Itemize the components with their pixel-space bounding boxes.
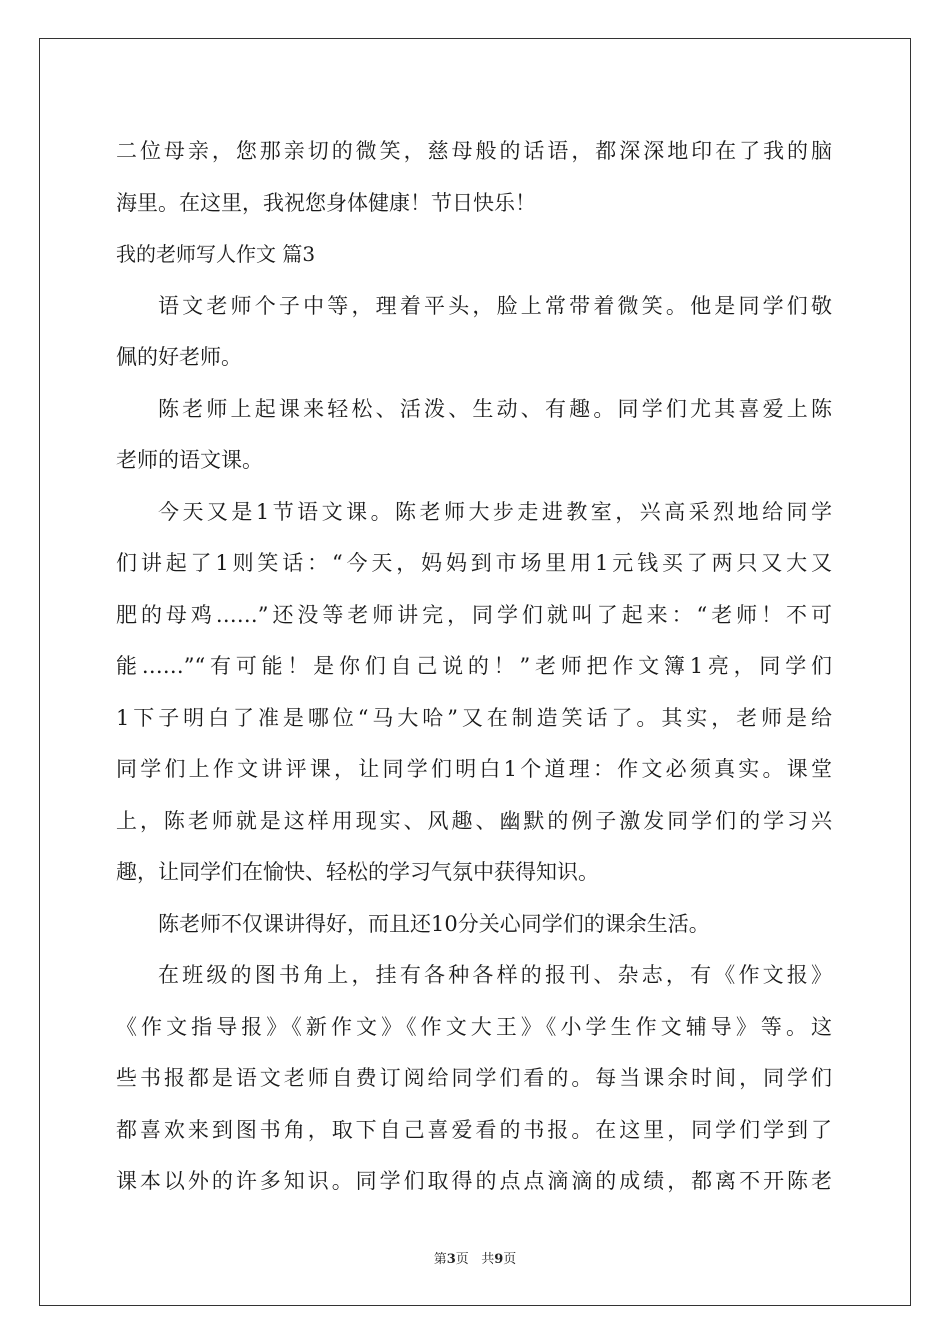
text-line: 1下子明白了准是哪位“马大哈”又在制造笑话了。其实，老师是给 bbox=[116, 705, 832, 730]
total-label-suffix: 页 bbox=[503, 1252, 517, 1267]
text-line: 同学们上作文讲评课，让同学们明白1个道理：作文必须真实。课堂 bbox=[116, 757, 832, 781]
page-footer bbox=[0, 1248, 950, 1267]
document-body bbox=[116, 126, 832, 1208]
text-line: 趣，让同学们在愉快、轻松的学习气氛中获得知识。 bbox=[116, 860, 599, 884]
text-line: 语文老师个子中等，理着平头，脸上常带着微笑。他是同学们敬 bbox=[158, 293, 832, 318]
text-line: 二位母亲，您那亲切的微笑，慈母般的话语，都深深地印在了我的脑 bbox=[116, 139, 832, 163]
text-line: 佩的好老师。 bbox=[116, 345, 242, 369]
page-label-prefix: 第 bbox=[433, 1252, 447, 1267]
current-page-number: 3 bbox=[446, 1252, 456, 1267]
text-line: 《作文指导报》《新作文》《作文大王》《小学生作文辅导》等。这 bbox=[116, 1014, 832, 1039]
text-line: 上，陈老师就是这样用现实、风趣、幽默的例子激发同学们的学习兴 bbox=[116, 808, 832, 833]
text-line: 能……”“有可能！是你们自己说的！”老师把作文簿1亮，同学们 bbox=[116, 654, 832, 678]
total-label-prefix: 共 bbox=[481, 1252, 495, 1267]
text-line: 陈老师不仅课讲得好，而且还10分关心同学们的课余生活。 bbox=[158, 911, 710, 936]
text-line: 肥的母鸡……”还没等老师讲完，同学们就叫了起来：“老师！不可 bbox=[116, 602, 832, 627]
text-line: 老师的语文课。 bbox=[116, 448, 263, 472]
text-line: 海里。在这里，我祝您身体健康！节日快乐！ bbox=[116, 190, 536, 215]
text-line: 们讲起了1则笑话：“今天，妈妈到市场里用1元钱买了两只又大又 bbox=[116, 551, 832, 575]
text-line: 都喜欢来到图书角，取下自己喜爱看的书报。在这里，同学们学到了 bbox=[116, 1117, 832, 1142]
text-line: 在班级的图书角上，挂有各种各样的报刊、杂志，有《作文报》 bbox=[158, 963, 832, 987]
section-heading: 我的老师写人作文 篇3 bbox=[116, 242, 316, 266]
text-line: 今天又是1节语文课。陈老师大步走进教室，兴高采烈地给同学 bbox=[158, 499, 832, 524]
text-line: 些书报都是语文老师自费订阅给同学们看的。每当课余时间，同学们 bbox=[116, 1066, 832, 1090]
page-label-suffix: 页 bbox=[455, 1252, 469, 1267]
text-line: 课本以外的许多知识。同学们取得的点点滴滴的成绩，都离不开陈老 bbox=[116, 1169, 832, 1193]
total-page-number: 9 bbox=[494, 1252, 504, 1267]
text-line: 陈老师上起课来轻松、活泼、生动、有趣。同学们尤其喜爱上陈 bbox=[158, 396, 832, 421]
